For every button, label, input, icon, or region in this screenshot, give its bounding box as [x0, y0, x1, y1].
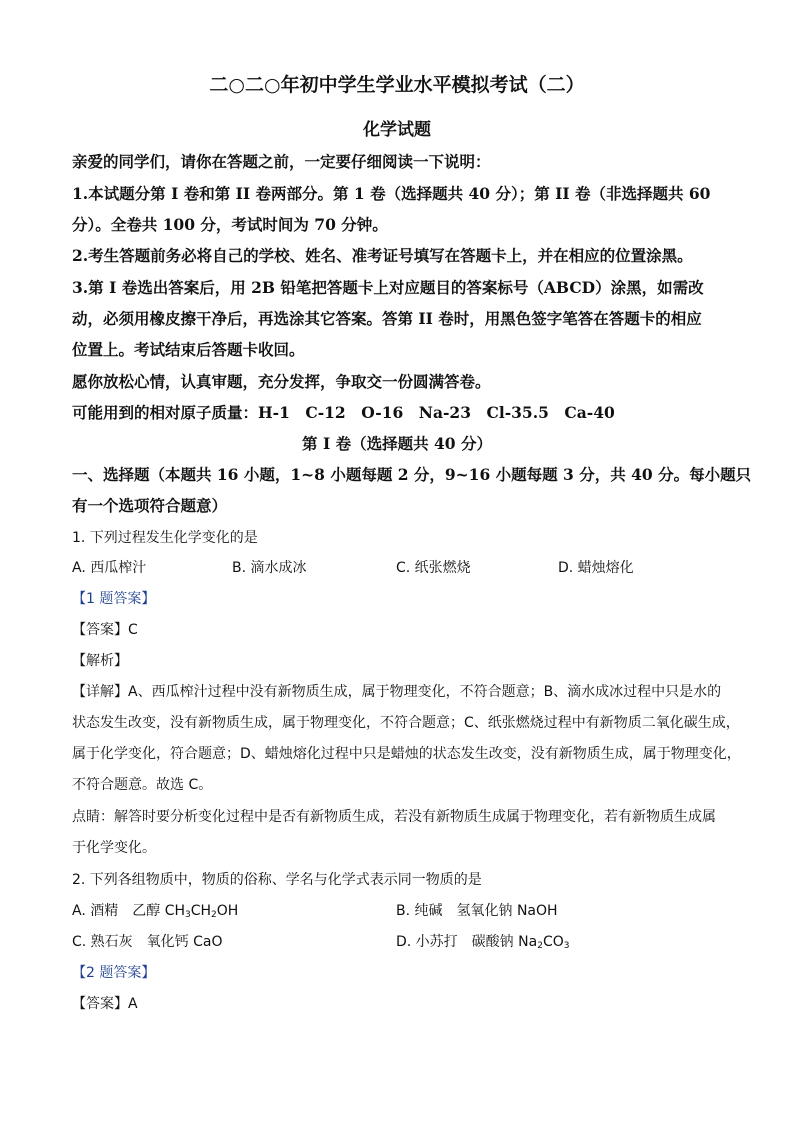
formula-part: CH: [190, 903, 212, 919]
question-1-tip-line-2: 于化学变化。: [72, 840, 156, 856]
instruction-item-1-line-1: 1.本试题分第 I 卷和第 II 卷两部分。第 1 卷（选择题共 40 分）；第 II 卷（非选择题共 60: [72, 184, 711, 203]
formula-part: Na: [518, 934, 538, 950]
question-1-option-b: B. 滴水成冰: [232, 560, 307, 576]
instruction-item-3-line-1: 3.第 I 卷选出答案后，用 2B 铅笔把答题卡上对应题目的答案标号（ABCD）涂黑，如需改: [72, 278, 704, 297]
question-2-stem: 2. 下列各组物质中，物质的俗称、学名与化学式表示同一物质的是: [72, 872, 482, 888]
question-1-detail-line-4: 不符合题意。故选 C。: [72, 777, 213, 793]
option-a-text: A. 酒精 乙醇: [72, 903, 165, 919]
question-1-answer-header: 【1 题答案】: [72, 591, 156, 607]
question-1-option-a: A. 西瓜榨汁: [72, 560, 147, 576]
question-2-answer-header: 【2 题答案】: [72, 965, 156, 981]
question-2-option-d: [396, 931, 569, 951]
question-1-tip-line-1: 点睛：解答时要分析变化过程中是否有新物质生成，若没有新物质生成属于物理变化，若有新物质生成属: [72, 809, 716, 825]
question-1-analysis-label: 【解析】: [72, 653, 128, 669]
formula-part: CH: [164, 903, 185, 919]
question-2-answer: 【答案】A: [72, 996, 138, 1012]
question-1-option-c: C. 纸张燃烧: [396, 560, 471, 576]
instruction-item-2: 2.考生答题前务必将自己的学校、姓名、准考证号填写在答题卡上，并在相应的位置涂黑。: [72, 246, 693, 265]
formula-part: CO: [542, 934, 564, 950]
question-2-option-b: B. 纯碱 氢氧化钠 NaOH: [396, 903, 558, 919]
question-1-detail-line-2: 状态发生改变，没有新物质生成，属于物理变化，不符合题意；C、纸张燃烧过程中有新物质二氧化碳生成，: [72, 715, 740, 731]
instructions-wish: 愿你放松心情，认真审题，充分发挥，争取交一份圆满答卷。: [72, 372, 491, 391]
question-2-option-a: [72, 900, 238, 920]
section-title: 第 I 卷（选择题共 40 分）: [302, 434, 492, 453]
section-heading-line-1: 一、选择题（本题共 16 小题，1~8 小题每题 2 分，9~16 小题每题 3 分，共 40 分。每小题只: [72, 465, 752, 484]
atomic-masses: 可能用到的相对原子质量：H-1 C-12 O-16 Na-23 Cl-35.5 Ca-40: [72, 403, 615, 422]
formula-subscript: 3: [563, 941, 570, 951]
instructions-intro: 亲爱的同学们，请你在答题之前，一定要仔细阅读一下说明：: [72, 152, 491, 171]
page-subtitle: 化学试题: [363, 120, 431, 140]
question-1-stem: 1. 下列过程发生化学变化的是: [72, 530, 258, 546]
instruction-item-3-line-3: 位置上。考试结束后答题卡收回。: [72, 340, 305, 359]
instruction-item-3-line-2: 动，必须用橡皮擦干净后，再选涂其它答案。答第 II 卷时，用黑色签字笔答在答题卡的相应: [72, 309, 702, 328]
question-2-option-c: C. 熟石灰 氧化钙 CaO: [72, 934, 223, 950]
formula-subscript: 2: [537, 941, 543, 951]
question-1-answer: 【答案】C: [72, 622, 138, 638]
question-1-detail-line-1: 【详解】A、西瓜榨汁过程中没有新物质生成，属于物理变化，不符合题意；B、滴水成冰过程中只是水的: [72, 684, 722, 700]
section-heading-line-2: 有一个选项符合题意）: [72, 496, 228, 515]
formula-subscript: 3: [185, 910, 191, 920]
formula-part: OH: [216, 903, 239, 919]
question-1-option-d: D. 蜡烛熔化: [558, 560, 634, 576]
formula-subscript: 2: [211, 910, 217, 920]
page-title: 二○二○年初中学生学业水平模拟考试（二）: [209, 74, 585, 96]
option-d-text: D. 小苏打 碳酸钠: [396, 934, 519, 950]
question-1-detail-line-3: 属于化学变化，符合题意；D、蜡烛熔化过程中只是蜡烛的状态发生改变，没有新物质生成，属于物理变化，: [72, 746, 741, 762]
instruction-item-1-line-2: 分）。全卷共 100 分，考试时间为 70 分钟。: [72, 215, 388, 234]
